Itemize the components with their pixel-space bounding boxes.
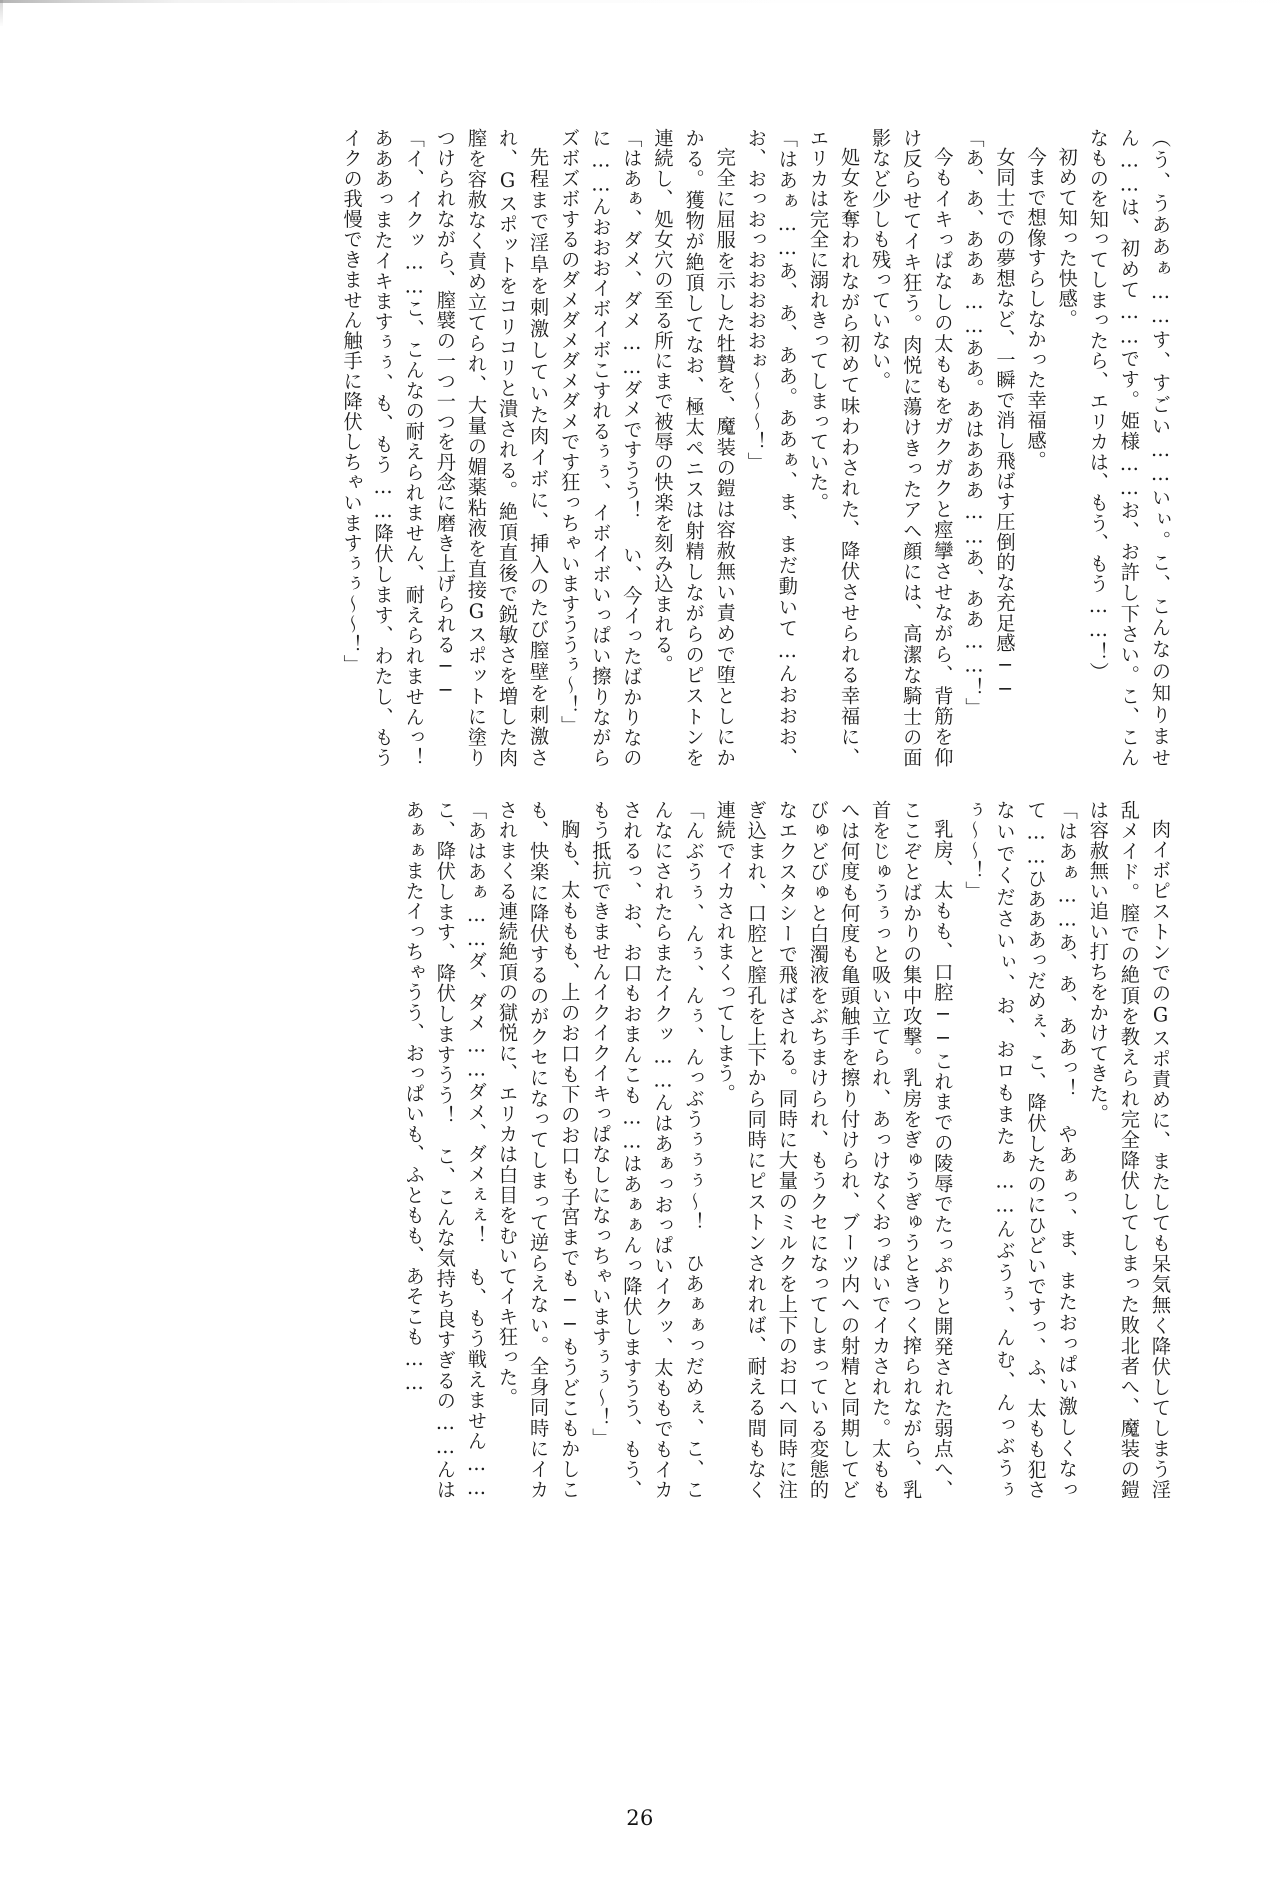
paragraph: 今まで想像すらしなかった幸福感。 (1024, 147, 1048, 472)
lower-text-block (96, 800, 1176, 1500)
paragraph: 「イ、イクッ……こ、こんなの耐えられません、耐えられませんっ！ あああっまたイキますぅぅ、も、もう……降伏します、わたし、もうイクの我慢できません触手に降伏しちゃいますぅぅ〜〜！」 (340, 128, 426, 768)
upper-text-block (96, 128, 1176, 768)
paragraph: 肉イボピストンでのGスポ責めに、またしても呆気無く降伏してしまう淫乱メイド。膣での絶頂を教えられ完全降伏してしまった敗北者へ、魔装の鎧は容赦無い追い打ちをかけてきた。 (1086, 800, 1172, 1500)
paragraph: 先程まで淫阜を刺激していた肉イボに、挿入のたび膣壁を刺激され、Gスポットをコリコリと潰される。絶頂直後で鋭敏さを増した肉膣を容赦なく責め立てられ、大量の媚薬粘液を直接Gスポットに塗りつけられながら、膣襞の一つ一つを丹念に磨き上げられる── (433, 128, 551, 768)
paragraph: 「はあぁ、ダメ、ダメ……ダメですうう！ い、今イったばかりなの に……んおおおイボイボこすれるぅぅ、イボイボいっぱい擦りながらズボズボするのダメダメダメダメです狂っちゃいますううぅ〜！」 (558, 128, 644, 768)
paragraph: 「んぶうぅ、んぅ、んぅ、んっぶうぅぅぅ〜！ ひあぁぁっだめぇ、こ、こんなにされたらまたイクッ……んはあぁっおっぱいイクッ、太ももでもイカされるっ、お、お口もおまんこも……はあぁぁんっ降伏しますうう、もう、もう抵抗できませんイクイクイキっぱなしになっちゃいますぅぅ〜！」 (589, 800, 706, 1500)
page-number: 26 (626, 1806, 654, 1830)
paragraph: 女同士での夢想など、一瞬で消し飛ばす圧倒的な充足感── (993, 147, 1017, 702)
paragraph: 今もイキっぱなしの太ももをガクガクと痙攣させながら、背筋を仰け反らせてイキ狂う。肉悦に蕩けきったアヘ顔には、高潔な騎士の面影など少しも残っていない。 (869, 128, 955, 768)
paragraph: 「はあぁ……あ、あ、ああっ！ やあぁっ、ま、またおっぱい激しくなって……ひあああっだめぇ、こ、降伏したのにひどいですっ、ふ、太もも犯さないでくださいぃ、お、おロもまたぁ……んぶうぅ、んむ、んっぶうぅぅ〜〜！」 (962, 800, 1079, 1500)
paragraph: 胸も、太ももも、上のお口も下のお口も子宮までも──もうどこもかしこも、快楽に降伏するのがクセになってしまって逆らえない。全身同時にイカされまくる連続絶頂の獄悦に、エリカは白目をむいてイキ狂った。 (496, 800, 582, 1500)
paragraph: 完全に屈服を示した牡贄を、魔装の鎧は容赦無い責めで堕としにかかる。獲物が絶頂してなお、極太ペニスは射精しながらのピストンを連続し、処女穴の至る所にまで被辱の快楽を刻み込まれる。 (651, 128, 737, 768)
paragraph: 乳房、太もも、口腔──これまでの陵辱でたっぷりと開発された弱点へ、ここぞとばかりの集中攻撃。乳房をぎゅうぎゅうときつく搾られながら、乳首をじゅうぅっと吸い立てられ、あっけなくおっぱいでイカされた。太ももへは何度も何度も亀頭触手を擦り付けられ、ブーツ内への射精と同期してどびゅどびゅと白濁液をぶちまけられ、もうクセになってしまっている変態的なエクスタシーで飛ばされる。同時に大量のミルクを上下のお口へ同時に注ぎ込まれ、口腔と膣孔を上下から同時にピストンされれば、耐える間もなく連続でイカされまくってしまう。 (713, 800, 955, 1500)
paragraph: 「あ、あ、ああぁ……ああ。あはあああ……あ、ああ……！」 (962, 128, 986, 718)
scan-edge-left (0, 0, 3, 26)
paragraph: （う、うああぁ……す、すごい……いぃ。こ、こんなの知りません……は、初めて……です。姫様……お、お許し下さい。こ、こんなものを知ってしまったら、エリカは、もう、もう……！） (1086, 128, 1172, 768)
scan-edge-top (0, 0, 1280, 3)
paragraph: 処女を奪われながら初めて味わわされた、降伏させられる幸福に、エリカは完全に溺れきってしまっていた。 (806, 128, 862, 768)
paragraph: 初めて知った快感。 (1055, 147, 1079, 330)
paragraph: 「あはあぁ……ダ、ダメ……ダメ、ダメぇぇ！ も、もう戦えません……こ、降伏します、降伏しますうう！ こ、こんな気持ち良すぎるの……んはあぁぁまたイっちゃうう、おっぱいも、ふともも、あそこも…… (402, 800, 488, 1500)
paragraph: 「はあぁ……あ、あ、ああ。ああぁ、ま、まだ動いて…んおおお、お、おっおっおおおおおぉ〜〜〜！」 (744, 128, 799, 768)
